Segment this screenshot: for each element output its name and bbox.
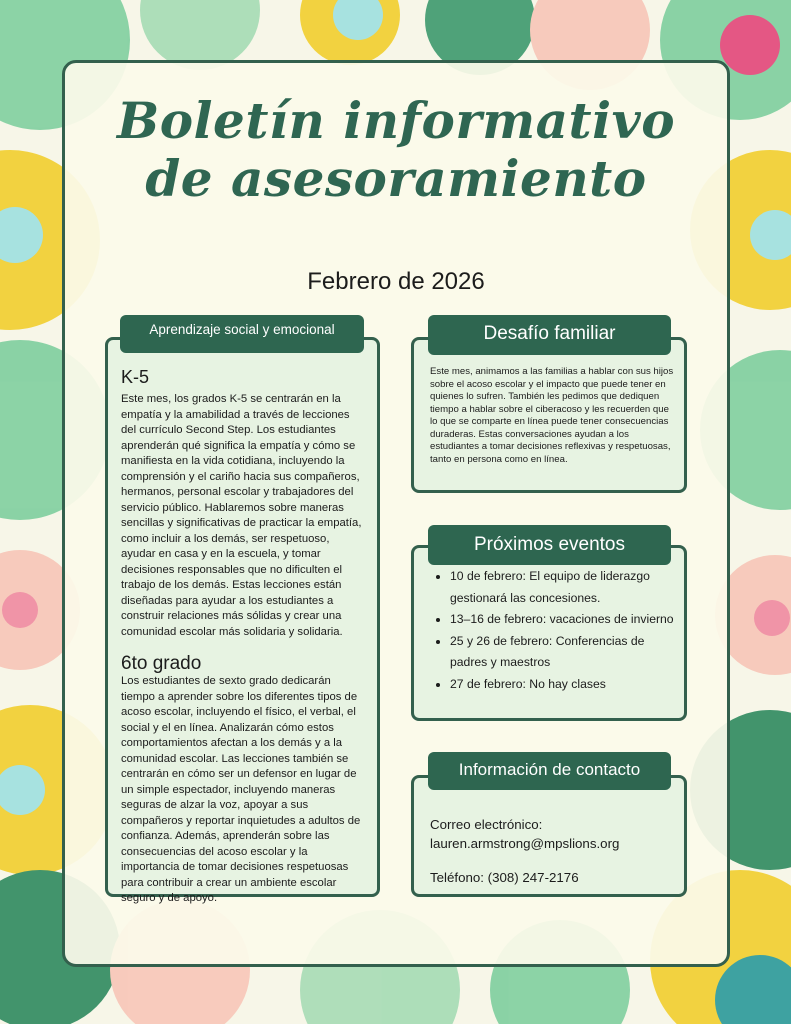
events-section	[411, 545, 687, 721]
k5-heading: K-5	[121, 367, 150, 387]
grade6-heading: 6to grado	[121, 653, 202, 674]
sel-section	[105, 337, 380, 904]
grade6-text: Los estudiantes de sexto grado dedicarán tiempo a aprender sobre los diferentes tipos de acoso escolar, incluyendo el físico, el verbal, el social y el en línea. Analizarán cómo estos comportamientos afectan a los demás y a la comunidad escolar. Las lecciones también se centrarán en cómo ser un defensor en lugar de un simple espectador, incluyendo maneras seguras de alzar la voz, apoyar a sus compañeros y reportar inquietudes a adultos de confianza. Además, aprenderán sobre las consecuencias del acoso escolar y la importancia de tomar decisiones respetuosas para contribuir a crear un ambiente escolar seguro y de apoyo.	[121, 675, 361, 904]
contact-section	[411, 775, 687, 897]
event-item: • 13–16 de febrero: vacaciones de invierno	[450, 609, 676, 631]
title-line-2: de asesoramiento	[145, 149, 647, 208]
event-item: • 25 y 26 de febrero: Conferencias de padres y maestros	[450, 631, 676, 674]
events-label: Próximos eventos	[428, 525, 671, 565]
newsletter-date: Febrero de 2026	[307, 268, 485, 295]
family-challenge-text: Este mes, animamos a las familias a hablar con sus hijos sobre el acoso escolar y el impacto que puede tener en quienes lo sufren. También les pedimos que dediquen tiempo a hablar sobre el ciberacoso y les recuerden que lo que se comparte en línea puede tener consecuencias duraderas. Estas conversaciones ayudan a los estudiantes a tomar decisiones reflexivas y respetuosas, tanto en persona como en línea.	[430, 366, 674, 465]
email-link[interactable]: lauren.armstrong@mpslions.org	[430, 836, 620, 851]
contact-label: Información de contacto	[428, 752, 671, 790]
newsletter-title	[62, 92, 730, 208]
sel-section-label: Aprendizaje social y emocional	[120, 315, 364, 353]
k5-text: Este mes, los grados K-5 se centrarán en la empatía y la amabilidad a través de lecciones del currículo Second Step. Los estudiantes aprenderán qué significa la empatía y cómo se manifiesta en la vida cotidiana, incluyendo la comprensión y el cariño hacia sus compañeros, hermanos, personal escolar y trabajadores del servicio público. Hablaremos sobre maneras sencillas y significativas de practicar la empatía, como incluir a los demás, ser respetuoso, ayudar en casa y en la escuela, y tomar decisiones responsables que no dificulten el trabajo de los demás. Estas lecciones están diseñadas para ayudar a los estudiantes a construir relaciones más sólidas y crear una comunidad escolar más solidaria y solidaria.	[121, 393, 362, 638]
event-item: • 27 de febrero: No hay clases	[450, 674, 676, 696]
family-challenge-label: Desafío familiar	[428, 315, 671, 355]
event-item: • 10 de febrero: El equipo de liderazgo gestionará las concesiones.	[450, 566, 676, 609]
phone-text: Teléfono: (308) 247-2176	[430, 870, 579, 885]
family-challenge-section	[411, 337, 687, 493]
email-label: Correo electrónico:	[430, 817, 543, 832]
events-list	[430, 566, 676, 695]
title-line-1: Boletín informativo	[116, 91, 676, 150]
